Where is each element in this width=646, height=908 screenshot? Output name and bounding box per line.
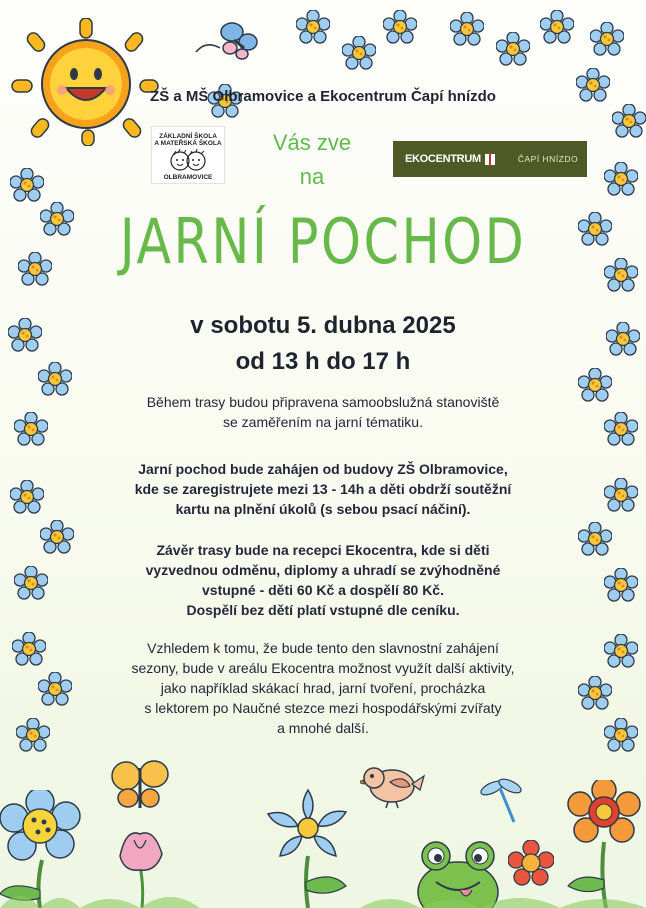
flower-icon: [450, 12, 484, 46]
paragraph-line: jako například skákací hrad, jarní tvoření, procházka: [160, 680, 486, 696]
flower-icon: [16, 718, 50, 752]
paragraph-line: s lektorem po Naučné stezce mezi hospodářskými zvířaty: [144, 700, 502, 716]
flower-icon: [10, 480, 44, 514]
flower-icon: [383, 10, 417, 44]
school-logo-line: ZÁKLADNÍ ŠKOLA: [159, 133, 217, 140]
school-logo-line: A MATEŘSKÁ ŠKOLA: [154, 140, 222, 147]
flower-icon: [540, 10, 574, 44]
paragraph-line: vstupné - děti 60 Kč a dospělí 80 Kč.: [202, 582, 444, 598]
flower-icon: [14, 412, 48, 446]
paragraph-line: Dospělí bez dětí platí vstupné dle ceníku.: [186, 602, 460, 618]
flower-icon: [578, 676, 612, 710]
invite-text-line-1: Vás zve: [272, 130, 352, 155]
paragraph-line: kde se zaregistrujete mezi 13 - 14h a děti obdrží soutěžní: [134, 481, 512, 497]
school-logo-line: OLBRAMOVICE: [163, 174, 213, 181]
capi-hnizdo-logo-text: ČAPÍ HNÍZDO: [517, 154, 579, 164]
paragraph-line: se zaměřením na jarní tématiku.: [223, 414, 423, 430]
sun-icon: [10, 18, 160, 146]
paragraph-line: a mnohé další.: [277, 720, 369, 736]
flower-icon: [604, 634, 638, 668]
paragraph-line: Vzhledem k tomu, že bude tento den slavnostní zahájení: [147, 640, 499, 656]
paragraph-line: Jarní pochod bude zahájen od budovy ZŠ Olbramovice,: [138, 461, 508, 477]
event-title: JARNÍ POCHOD: [119, 205, 527, 278]
flower-icon: [590, 22, 624, 56]
flower-icon: [18, 252, 52, 286]
flower-icon: [578, 522, 612, 556]
ekocentrum-logo: [393, 141, 587, 177]
stork-icon: [484, 151, 496, 167]
children-faces-icon: [168, 149, 208, 173]
ekocentrum-logo-text: EKOCENTRUM: [405, 153, 481, 165]
invite-text-line-2: na: [299, 164, 325, 189]
butterfly-icon: [190, 18, 260, 68]
bird-icon: [360, 760, 426, 810]
flower-icon: [604, 478, 638, 512]
flower-icon: [604, 258, 638, 292]
paragraph-activities: [80, 638, 566, 738]
paragraph-start: [80, 459, 566, 519]
flower-icon: [38, 672, 72, 706]
flower-icon: [612, 104, 646, 138]
page-header-title: ZŠ a MŠ Olbramovice a Ekocentrum Čapí hnízdo: [150, 88, 496, 105]
flower-icon: [604, 568, 638, 602]
paragraph-line: Závěr trasy bude na recepci Ekocentra, kde si děti: [156, 542, 490, 558]
flower-icon: [604, 162, 638, 196]
flower-icon: [604, 718, 638, 752]
butterfly-icon: [108, 758, 172, 818]
flower-icon: [604, 412, 638, 446]
flower-icon: [40, 520, 74, 554]
paragraph-stations: [80, 392, 566, 432]
paragraph-line: vyzvednou odměnu, diplomy a uhradí se zvýhodněné: [145, 562, 501, 578]
event-date: v sobotu 5. dubna 2025: [190, 312, 456, 339]
paragraph-line: kartu na plnění úkolů (s sebou psací náčiní).: [175, 501, 471, 517]
dragonfly-icon: [478, 776, 524, 826]
flower-icon: [342, 36, 376, 70]
flower-icon: [14, 566, 48, 600]
flower-icon: [10, 168, 44, 202]
flower-icon: [496, 32, 530, 66]
paragraph-finish: [80, 540, 566, 620]
school-logo: [151, 126, 225, 184]
event-time: od 13 h do 17 h: [235, 348, 411, 375]
grass-decoration: [0, 880, 646, 908]
flower-icon: [296, 10, 330, 44]
paragraph-line: Během trasy budou připravena samoobslužná stanoviště: [146, 394, 500, 410]
flower-icon: [12, 632, 46, 666]
paragraph-line: sezony, bude v areálu Ekocentra možnost využít další aktivity,: [131, 660, 515, 676]
